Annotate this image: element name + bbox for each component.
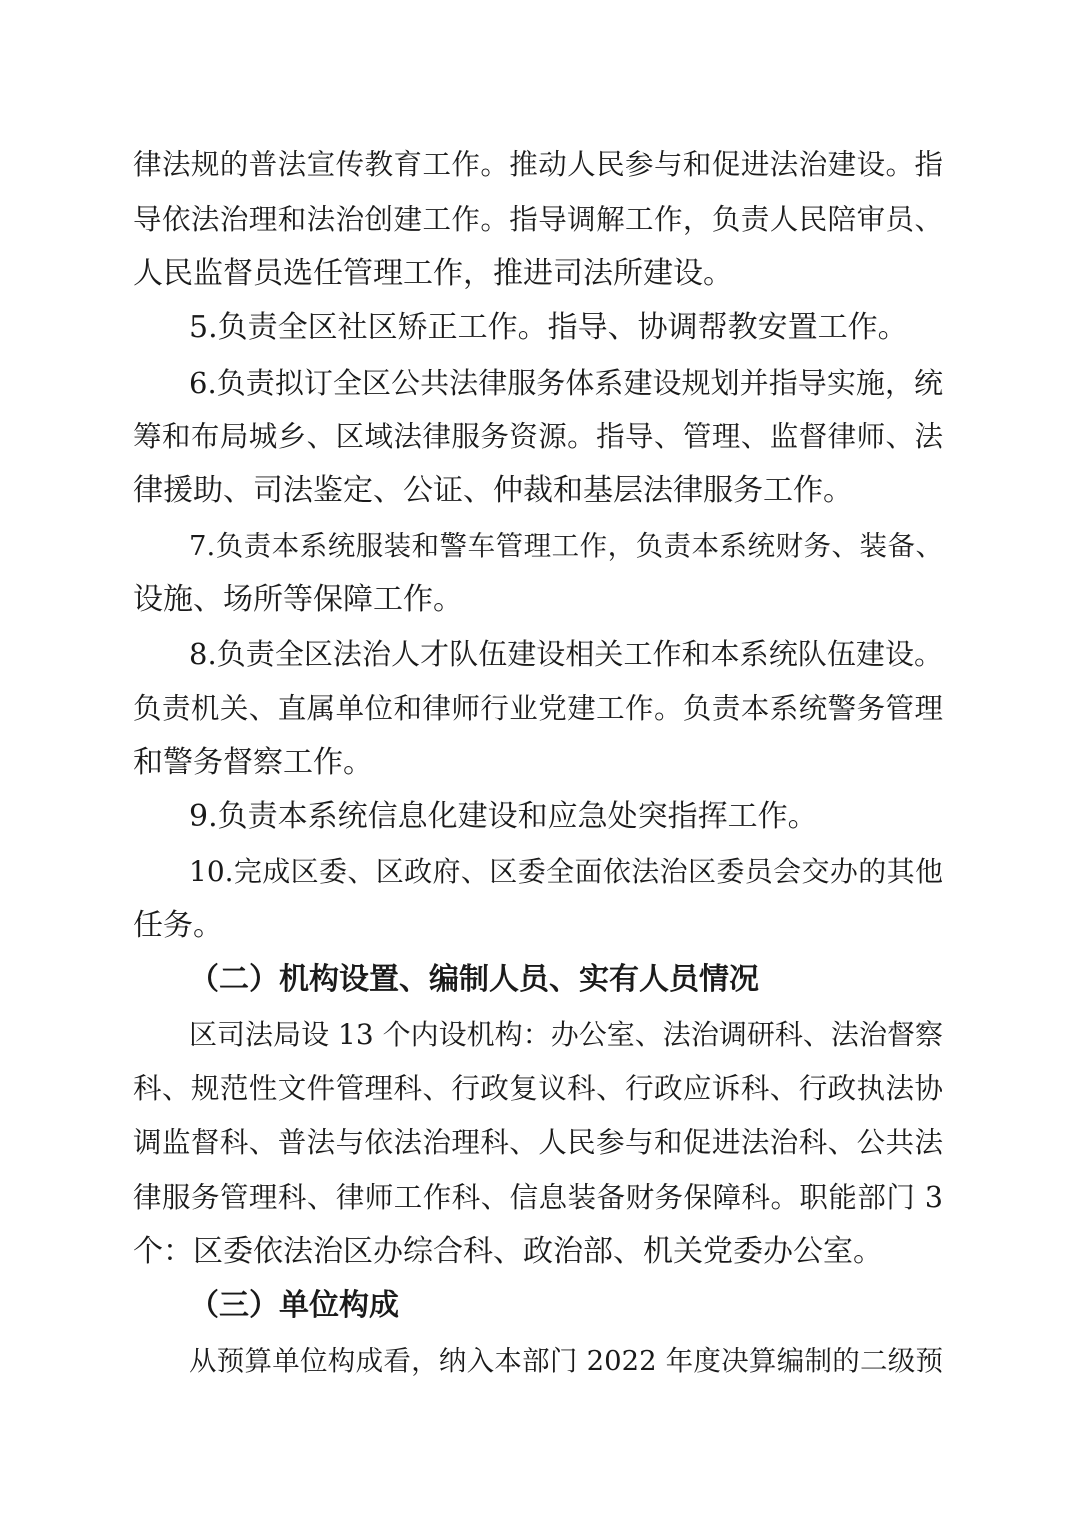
paragraph-line: 8.负责全区法治人才队伍建设相关工作和本系统队伍建设。 <box>189 637 943 671</box>
section-heading: （二）机构设置、编制人员、实有人员情况 <box>189 962 759 997</box>
paragraph-line: 律法规的普法宣传教育工作。推动人民参与和促进法治建设。指 <box>133 148 943 181</box>
paragraph-line: 人民监督员选任管理工作，推进司法所建设。 <box>133 256 733 291</box>
paragraph-line: 律援助、司法鉴定、公证、仲裁和基层法律服务工作。 <box>133 473 853 508</box>
paragraph-line: 个：区委依法治区办综合科、政治部、机关党委办公室。 <box>133 1234 883 1269</box>
paragraph-line: 5.负责全区社区矫正工作。指导、协调帮教安置工作。 <box>189 310 908 345</box>
paragraph-line: 7.负责本系统服装和警车管理工作，负责本系统财务、装备、 <box>189 530 943 562</box>
paragraph-line: 区司法局设 13 个内设机构：办公室、法治调研科、法治督察 <box>189 1018 943 1051</box>
paragraph-line: 10.完成区委、区政府、区委全面依法治区委员会交办的其他 <box>189 855 943 888</box>
paragraph-line: 负责机关、直属单位和律师行业党建工作。负责本系统警务管理 <box>133 692 943 725</box>
paragraph-line: 科、规范性文件管理科、行政复议科、行政应诉科、行政执法协 <box>133 1072 943 1105</box>
paragraph-line: 任务。 <box>133 908 223 943</box>
paragraph-line: 和警务督察工作。 <box>133 745 373 780</box>
paragraph-line: 律服务管理科、律师工作科、信息装备财务保障科。职能部门 3 <box>133 1181 943 1214</box>
paragraph-line: 调监督科、普法与依法治理科、人民参与和促进法治科、公共法 <box>133 1126 943 1159</box>
section-heading: （三）单位构成 <box>189 1288 399 1323</box>
paragraph-line: 6.负责拟订全区公共法律服务体系建设规划并指导实施，统 <box>189 366 943 400</box>
paragraph-line: 导依法治理和法治创建工作。指导调解工作，负责人民陪审员、 <box>133 203 943 236</box>
paragraph-line: 从预算单位构成看，纳入本部门 2022 年度决算编制的二级预 <box>189 1345 943 1377</box>
paragraph-line: 9.负责本系统信息化建设和应急处突指挥工作。 <box>189 799 818 834</box>
paragraph-line: 设施、场所等保障工作。 <box>133 582 463 617</box>
paragraph-line: 筹和布局城乡、区域法律服务资源。指导、管理、监督律师、法 <box>133 420 943 453</box>
